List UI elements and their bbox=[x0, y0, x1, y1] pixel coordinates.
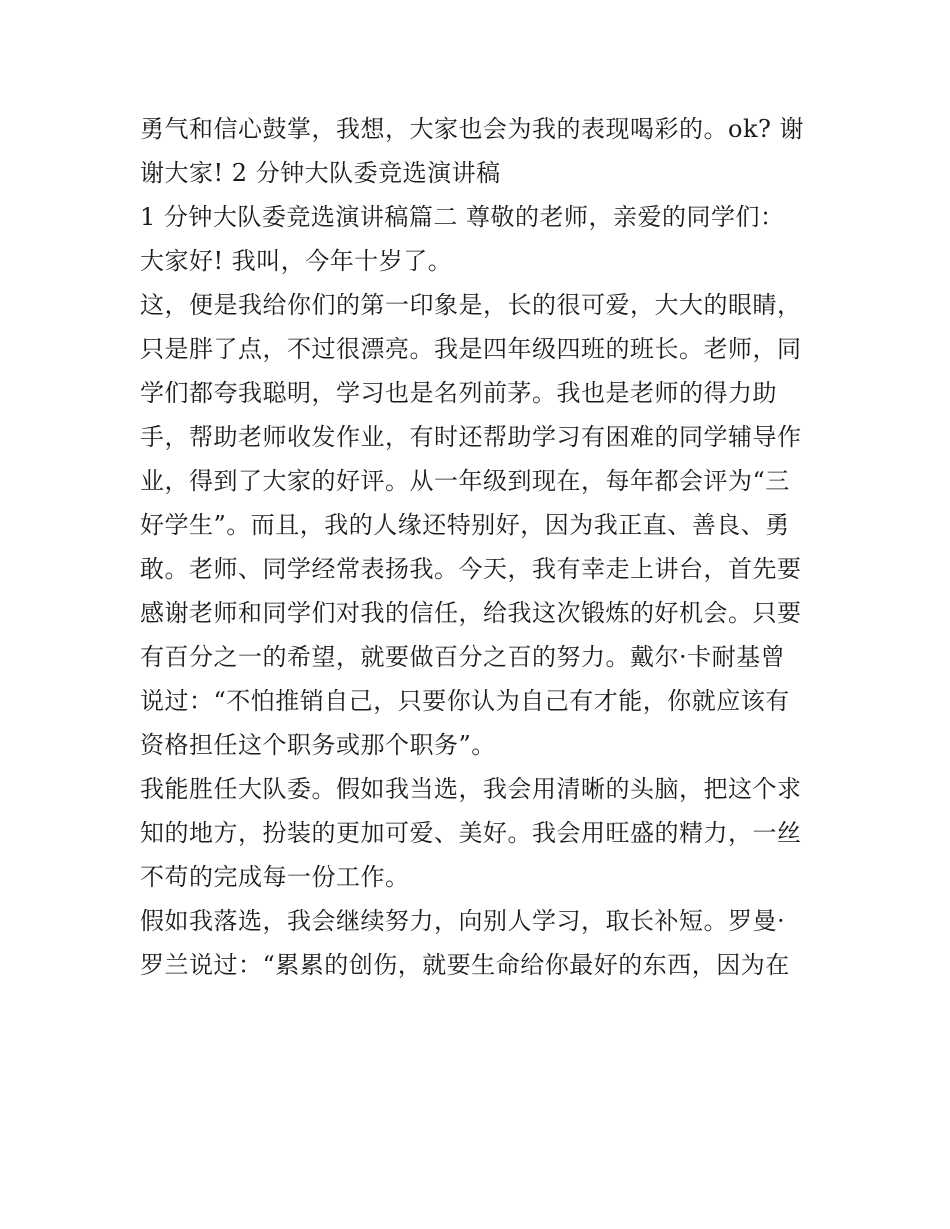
text-line: 知的地方，扮装的更加可爱、美好。我会用旺盛的精力，一丝 bbox=[140, 819, 802, 847]
text-line: 这，便是我给你们的第一印象是，长的很可爱，大大的眼睛， bbox=[140, 291, 802, 319]
text-line: 感谢老师和同学们对我的信任，给我这次锻炼的好机会。只要 bbox=[140, 599, 802, 627]
text-line: 假如我落选，我会继续努力，向别人学习，取长补短。罗曼· bbox=[140, 907, 786, 935]
text-line: 大家好! 我叫，今年十岁了。 bbox=[140, 247, 453, 275]
document-body bbox=[140, 107, 810, 987]
text-line: 1 分钟大队委竞选演讲稿篇二 尊敬的老师，亲爱的同学们： bbox=[140, 203, 785, 231]
text-line: 好学生”。而且，我的人缘还特别好，因为我正直、善良、勇 bbox=[140, 511, 790, 539]
text-line: 学们都夸我聪明，学习也是名列前茅。我也是老师的得力助 bbox=[140, 379, 777, 407]
text-line: 手，帮助老师收发作业，有时还帮助学习有困难的同学辅导作 bbox=[140, 423, 802, 451]
text-line: 勇气和信心鼓掌，我想，大家也会为我的表现喝彩的。ok? 谢 bbox=[140, 115, 804, 143]
text-line: 业，得到了大家的好评。从一年级到现在，每年都会评为“三 bbox=[140, 467, 790, 495]
text-line: 只是胖了点，不过很漂亮。我是四年级四班的班长。老师，同 bbox=[140, 335, 802, 363]
text-line: 不苟的完成每一份工作。 bbox=[140, 863, 410, 891]
text-line: 罗兰说过：“累累的创伤，就要生命给你最好的东西，因为在 bbox=[140, 951, 790, 979]
text-line: 资格担任这个职务或那个职务”。 bbox=[140, 731, 496, 759]
text-line: 谢大家! 2 分钟大队委竞选演讲稿 bbox=[140, 159, 501, 187]
text-line: 敢。老师、同学经常表扬我。今天，我有幸走上讲台，首先要 bbox=[140, 555, 802, 583]
text-line: 我能胜任大队委。假如我当选，我会用清晰的头脑，把这个求 bbox=[140, 775, 802, 803]
text-line: 有百分之一的希望，就要做百分之百的努力。戴尔·卡耐基曾 bbox=[140, 643, 786, 671]
text-line: 说过：“不怕推销自己，只要你认为自己有才能，你就应该有 bbox=[140, 687, 790, 715]
